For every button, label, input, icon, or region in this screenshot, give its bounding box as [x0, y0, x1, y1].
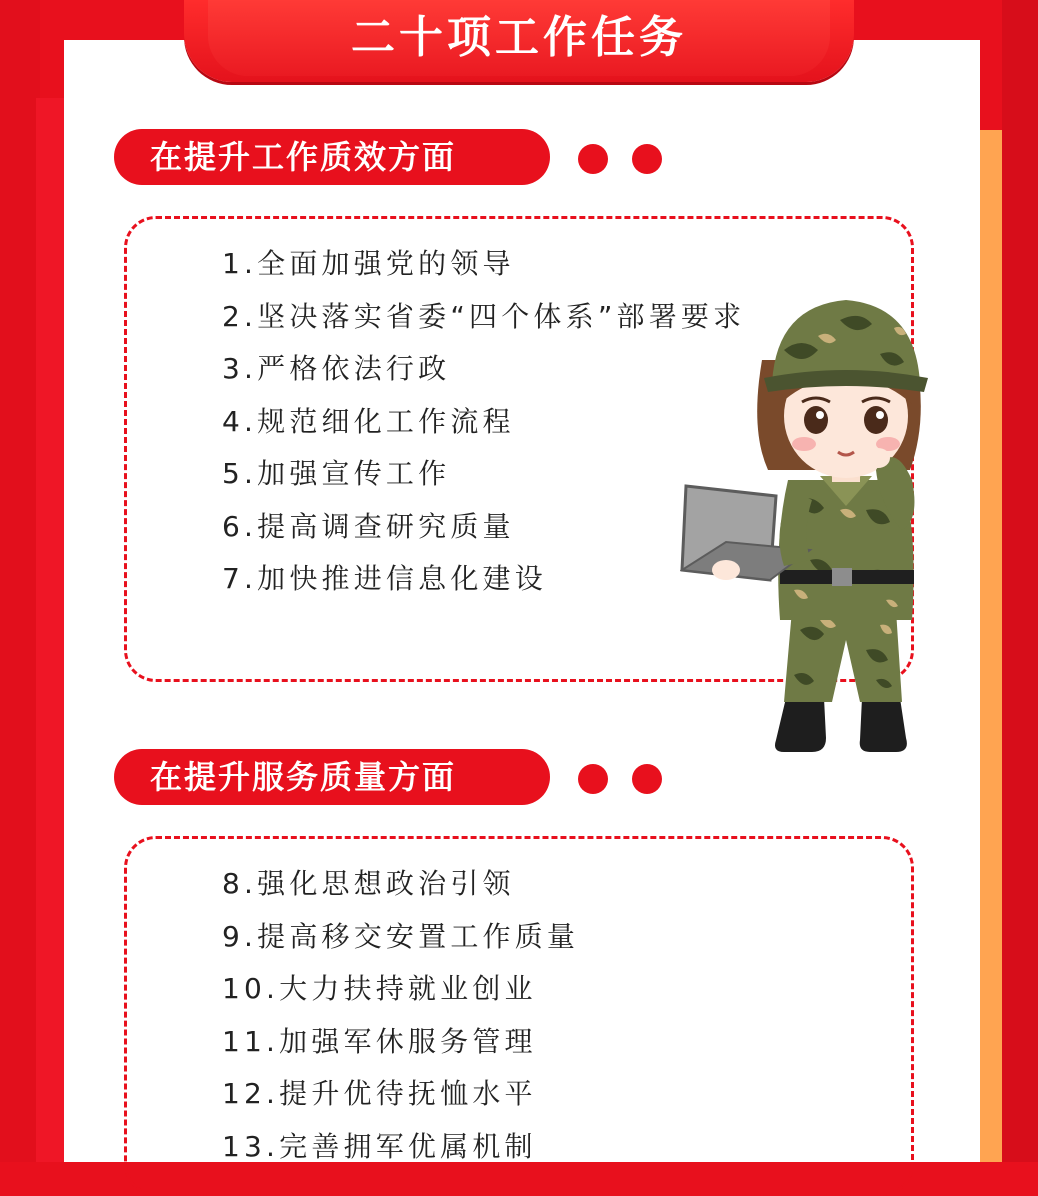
- decorative-dot: [578, 764, 608, 794]
- section-heading-work-efficiency: 在提升工作质效方面: [114, 129, 550, 185]
- left-cheek: [792, 437, 816, 451]
- raised-hand: [866, 448, 890, 468]
- list-item: 10.大力扶持就业创业: [222, 972, 537, 1005]
- section-heading-service-quality: 在提升服务质量方面: [114, 749, 550, 805]
- list-item: 12.提升优待抚恤水平: [222, 1077, 537, 1110]
- list-item: 4.规范细化工作流程: [222, 404, 515, 438]
- task-list-work-efficiency: [160, 238, 770, 606]
- list-item: 8.强化思想政治引领: [222, 867, 515, 900]
- left-boot: [775, 698, 826, 752]
- belt-buckle: [832, 568, 852, 586]
- title-banner: [184, 0, 854, 82]
- task-list-service-quality: [160, 858, 770, 1173]
- list-item: 2.坚决落实省委“四个体系”部署要求: [222, 299, 746, 333]
- soldier-illustration: [680, 280, 930, 760]
- right-boot: [860, 698, 907, 752]
- left-eye: [804, 406, 828, 434]
- decorative-dot: [578, 144, 608, 174]
- right-eye-highlight: [876, 411, 884, 419]
- page-title: 二十项工作任务: [351, 12, 687, 63]
- list-item: 13.完善拥军优属机制: [222, 1129, 537, 1163]
- left-eye-highlight: [816, 411, 824, 419]
- right-eye: [864, 406, 888, 434]
- list-item: 7.加快推进信息化建设: [222, 562, 547, 595]
- list-item: 5.加强宣传工作: [222, 457, 451, 490]
- list-item: 3.严格依法行政: [222, 352, 451, 385]
- list-item: 9.提高移交安置工作质量: [222, 919, 580, 953]
- background-right-strip: [1002, 0, 1038, 1162]
- list-item: 1.全面加强党的领导: [222, 247, 515, 280]
- list-item: 6.提高调查研究质量: [222, 509, 515, 543]
- decorative-dot: [632, 764, 662, 794]
- holding-hand: [712, 560, 740, 580]
- background-left-strip: [0, 0, 40, 1162]
- list-item: 11.加强军休服务管理: [222, 1024, 537, 1058]
- decorative-dot: [632, 144, 662, 174]
